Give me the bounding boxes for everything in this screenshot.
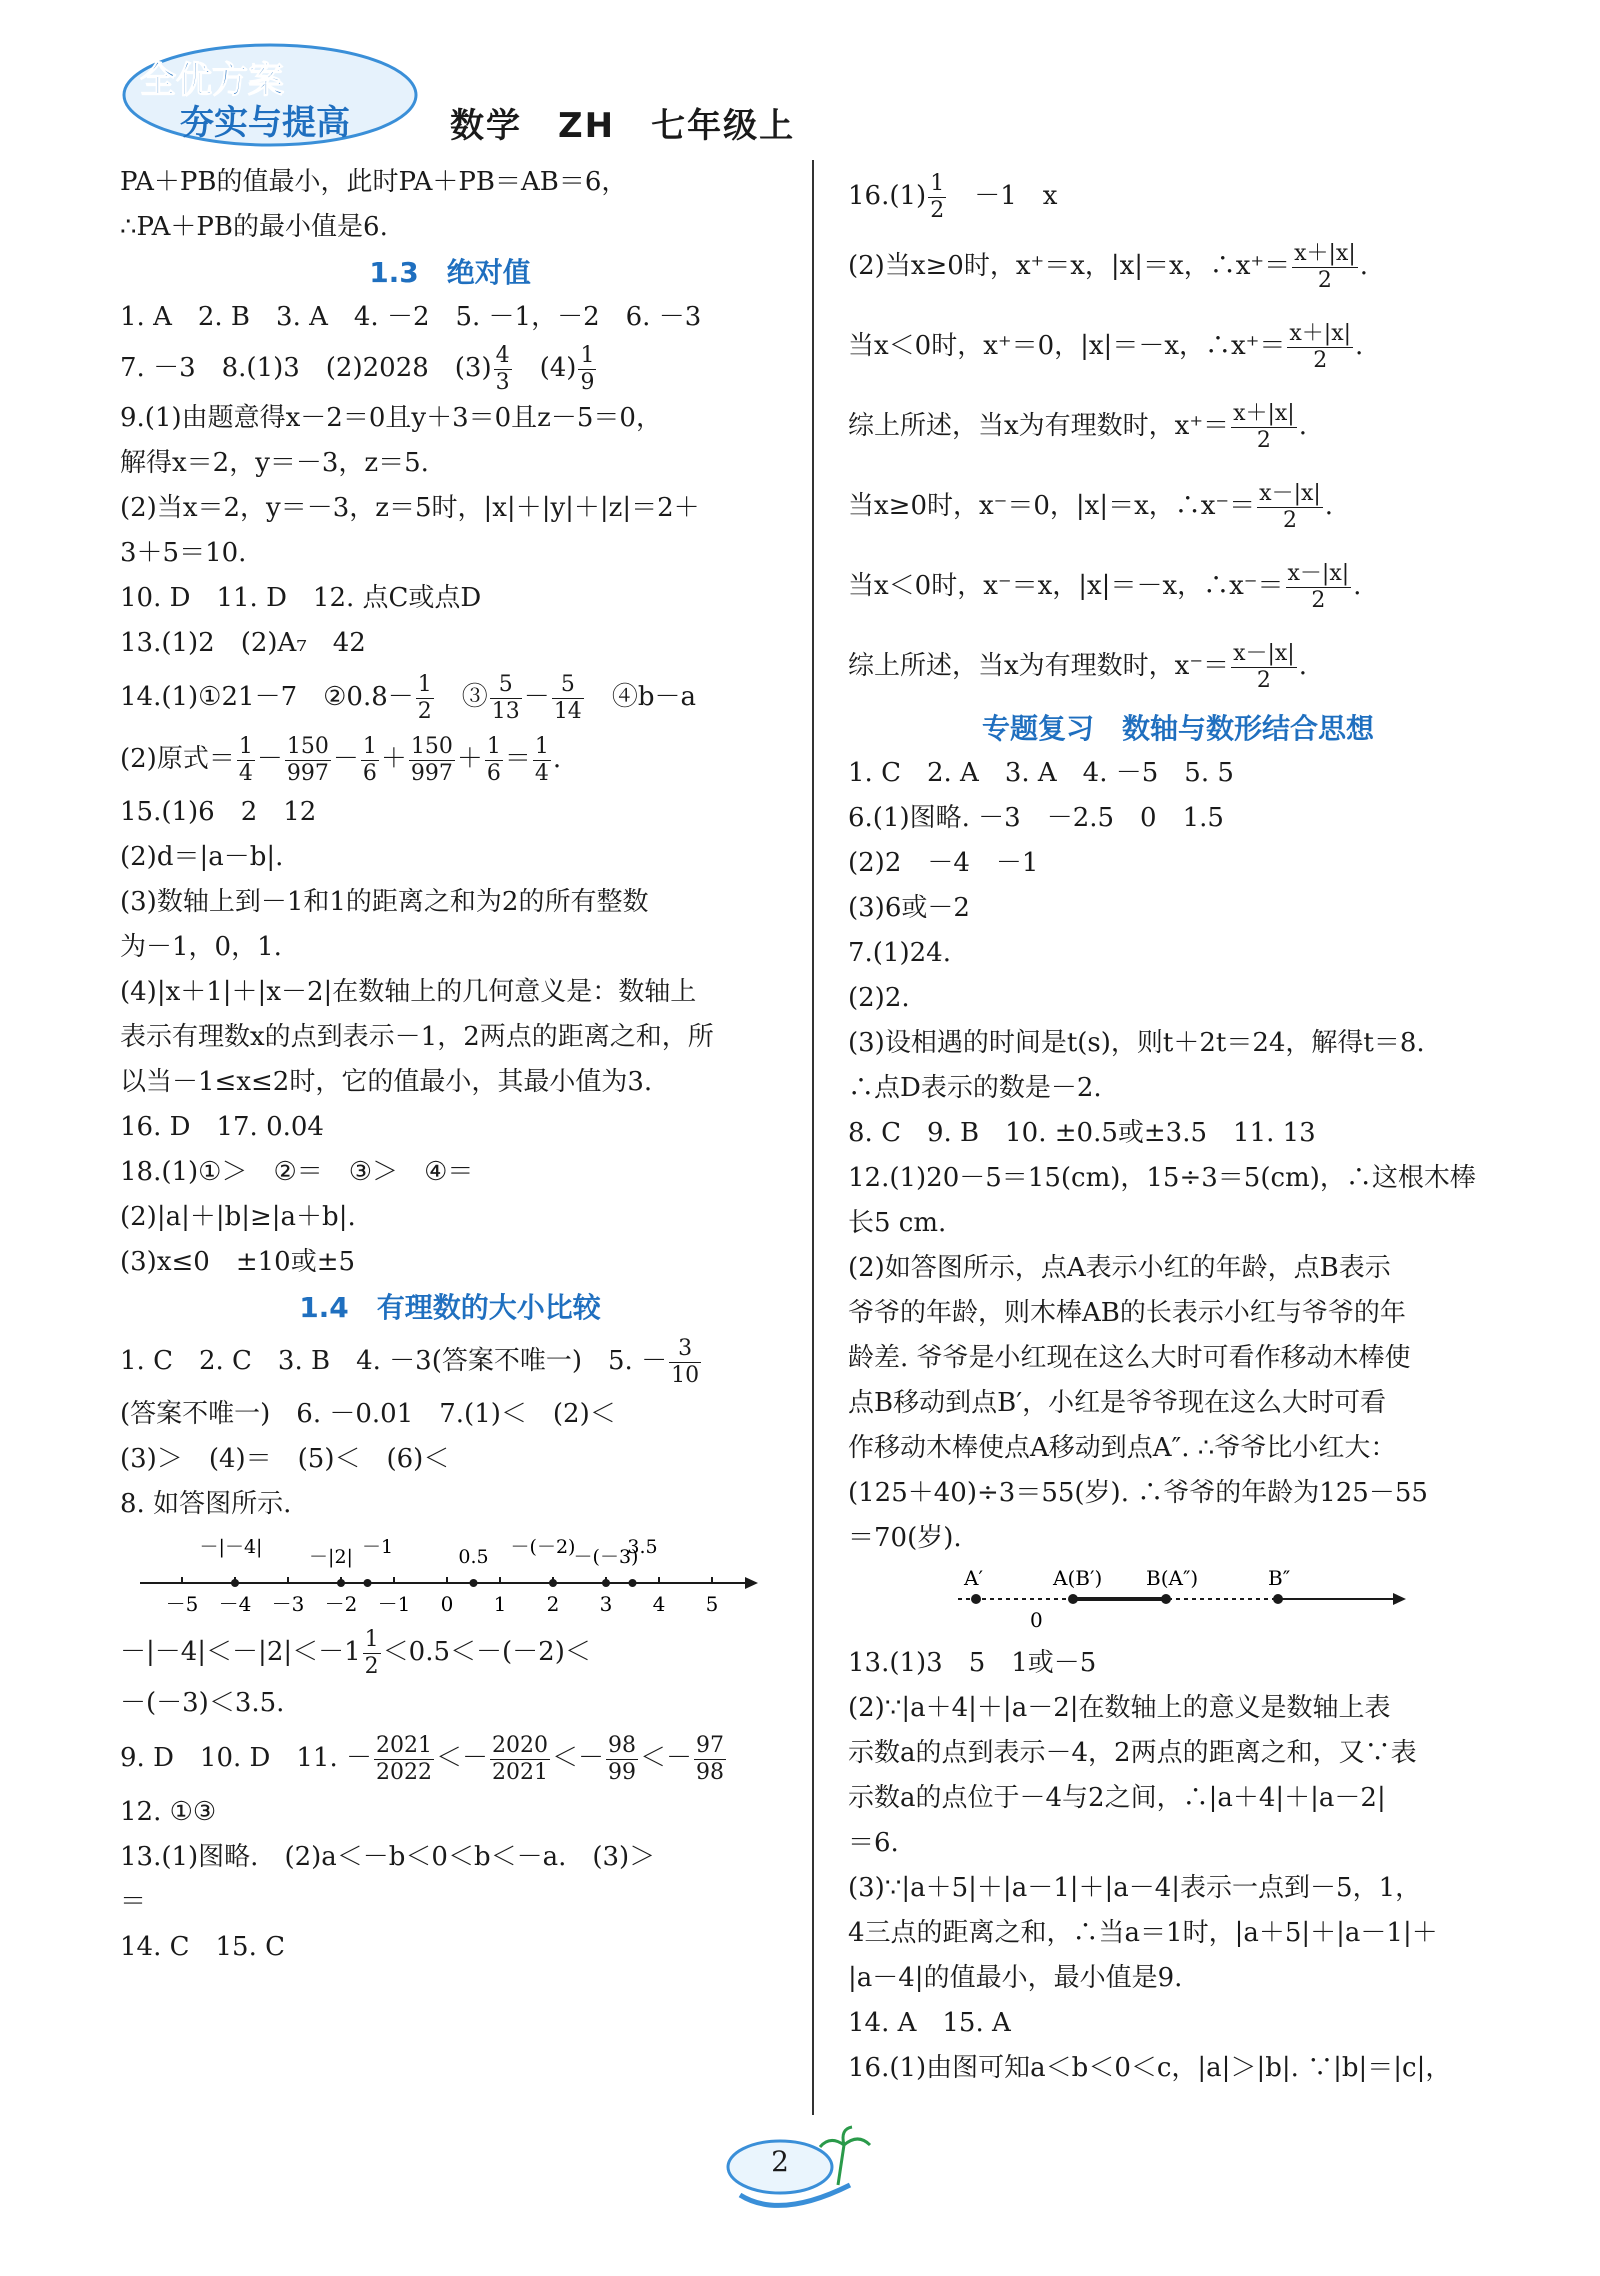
answer-line: 4三点的距离之和，∴当a＝1时，|a＋5|＋|a－1|＋ — [848, 1918, 1438, 1948]
answer-line: 以当－1≤x≤2时，它的值最小，其最小值为3. — [120, 1067, 653, 1097]
fraction — [552, 672, 584, 725]
answer-line: ＝ — [120, 1887, 147, 1917]
denominator: 9 — [580, 369, 595, 395]
answer-line: (2)∵|a＋4|＋|a－2|在数轴上的意义是数轴上表 — [848, 1693, 1391, 1723]
text: 16.(1) — [848, 181, 927, 211]
answer-line: 1. C 2. A 3. A 4. －5 5. 5 — [848, 758, 1234, 788]
answer-line: 当x＜0时，x⁺＝0，|x|＝－x，∴x⁺＝ $\frac{x+|x|}{2}$ . — [848, 320, 1364, 373]
answer-line — [848, 166, 1508, 226]
tick-label: －4 — [218, 1592, 252, 1616]
numerator: 150 — [410, 733, 453, 759]
answer-line — [120, 340, 780, 396]
text: ③ — [435, 682, 488, 712]
numerator: 2020 — [492, 1732, 549, 1758]
fraction — [485, 734, 503, 787]
number-line-point-label: －|2| — [309, 1546, 353, 1568]
label-b-a-double-prime: B(A″) — [1146, 1566, 1199, 1590]
answer-line — [120, 1623, 780, 1681]
text: 综上所述，当x为有理数时，x⁺＝ — [848, 411, 1230, 441]
page-header — [120, 40, 840, 160]
number-line-point-label: 3.5 — [627, 1536, 658, 1558]
text: 综上所述，当x为有理数时，x⁻＝ — [848, 651, 1230, 681]
label-b-double-prime: B″ — [1268, 1566, 1291, 1590]
answer-line: 长5 cm. — [848, 1208, 947, 1238]
answer-line: 8. 如答图所示. — [120, 1489, 292, 1519]
text: 当x≥0时，x⁻＝0，|x|＝x，∴x⁻＝ — [848, 491, 1256, 521]
page-number: 2 — [771, 2145, 789, 2178]
answer-line: 示数a的点位于－4与2之间，∴|a＋4|＋|a－2| — [848, 1783, 1386, 1813]
answer-line: 16. D 17. 0.04 — [120, 1112, 324, 1142]
numerator: 1 — [580, 342, 595, 368]
number-line-point-label: －(－2) — [510, 1536, 576, 1558]
answer-line: ∴点D表示的数是－2. — [848, 1073, 1102, 1103]
right-column — [848, 166, 1508, 2091]
fraction — [578, 343, 596, 396]
number-line-point — [364, 1579, 372, 1587]
numerator: x＋|x| — [1289, 320, 1352, 346]
denominator: 10 — [671, 1362, 700, 1388]
point-b — [1161, 1594, 1171, 1604]
numerator: x－|x| — [1259, 480, 1321, 506]
fraction — [1231, 401, 1297, 454]
answer-line: (125＋40)÷3＝55(岁). ∴爷爷的年龄为125－55 — [848, 1478, 1428, 1508]
numerator: 1 — [534, 733, 549, 759]
label-zero: 0 — [1030, 1608, 1043, 1632]
point-b-double-prime — [1273, 1594, 1283, 1604]
answer-line: (3)x≤0 ±10或±5 — [120, 1247, 356, 1277]
denominator: 2 — [1317, 267, 1332, 293]
fraction — [494, 343, 512, 396]
text: 当x＜0时，x⁻＝x，|x|＝－x，∴x⁻＝ — [848, 571, 1284, 601]
answer-line: 表示有理数x的点到表示－1，2两点的距离之和，所 — [120, 1022, 714, 1052]
text: ④b－a — [585, 682, 696, 712]
tick-label: 3 — [599, 1592, 613, 1616]
tick-label: 4 — [652, 1592, 666, 1616]
answer-line: 作移动木棒使点A移动到点A″. ∴爷爷比小红大： — [848, 1433, 1397, 1463]
answer-line: (3)＞ (4)＝ (5)＜ (6)＜ — [120, 1444, 450, 1474]
denominator: 2 — [1311, 587, 1326, 613]
fraction — [490, 672, 522, 725]
text: 9. D 10. D 11. － — [120, 1743, 372, 1773]
age-number-line-figure — [848, 1561, 1488, 1641]
column-divider — [812, 160, 814, 2115]
page-number-badge — [720, 2125, 880, 2225]
text: (2)当x≥0时，x⁺＝x，|x|＝x，∴x⁺＝ — [848, 251, 1291, 281]
answer-line: 8. C 9. B 10. ±0.5或±3.5 11. 13 — [848, 1118, 1316, 1148]
section-heading-review: 专题复习 数轴与数形结合思想 — [981, 712, 1374, 745]
answer-line — [120, 666, 780, 728]
text: － — [332, 744, 359, 774]
denominator: 4 — [238, 760, 253, 786]
answer-line: 13.(1)2 (2)A₇ 42 — [120, 628, 366, 658]
answer-line: (2)2 －4 －1 — [848, 848, 1039, 878]
answer-line: 当x＜0时，x⁻＝x，|x|＝－x，∴x⁻＝ $\frac{x-|x|}{2}$ . — [848, 560, 1362, 613]
tick-label: －1 — [377, 1592, 411, 1616]
number-line-point — [629, 1579, 637, 1587]
numerator: 98 — [608, 1732, 637, 1758]
fraction — [1231, 641, 1297, 694]
tick-label: －2 — [324, 1592, 358, 1616]
numerator: x＋|x| — [1294, 240, 1356, 266]
label-a-b-prime: A(B′) — [1053, 1566, 1103, 1590]
answer-line: (3)设相遇的时间是t(s)，则t＋2t＝24，解得t＝8. — [848, 1028, 1425, 1058]
number-line-point — [549, 1579, 557, 1587]
fraction — [694, 1733, 726, 1786]
answer-line: 3＋5＝10. — [120, 538, 247, 568]
number-line-point-label: 0.5 — [458, 1546, 489, 1568]
answer-line: (4)|x＋1|＋|x－2|在数轴上的几何意义是：数轴上 — [120, 977, 697, 1007]
text: ＋ — [380, 744, 407, 774]
denominator: 4 — [534, 760, 549, 786]
text: ＜－ — [552, 1743, 605, 1773]
answer-line: 15.(1)6 2 12 — [120, 797, 317, 827]
numerator: 1 — [362, 733, 377, 759]
denominator: 2 — [1313, 347, 1328, 373]
logo-line1: 全优方案 — [140, 60, 285, 101]
answer-line: 解得x＝2，y＝－3，z＝5. — [120, 448, 429, 478]
answer-line: 13.(1)图略. (2)a＜－b＜0＜b＜－a. (3)＞ — [120, 1842, 656, 1872]
fraction — [285, 734, 331, 787]
numerator: 1 — [930, 170, 945, 196]
brand-logo — [120, 40, 420, 150]
text: 14.(1)①21－7 ②0.8－ — [120, 682, 414, 712]
subject-title: 数学 ZH 七年级上 — [450, 106, 796, 146]
fraction — [363, 1627, 381, 1680]
answer-line: 9.(1)由题意得x－2＝0且y＋3＝0且z－5＝0， — [120, 403, 662, 433]
text: － — [256, 744, 283, 774]
fraction — [533, 734, 551, 787]
logo-line2: 夯实与提高 — [180, 103, 350, 143]
fraction — [409, 734, 455, 787]
text: ＜0.5＜－(－2)＜ — [382, 1637, 591, 1667]
denominator: 98 — [696, 1759, 725, 1785]
denominator: 3 — [495, 369, 510, 395]
denominator: 13 — [491, 698, 520, 724]
numerator: 1 — [417, 671, 432, 697]
denominator: 997 — [410, 760, 453, 786]
fraction — [669, 1336, 701, 1389]
text: ＋ — [456, 744, 483, 774]
answer-line — [120, 1726, 780, 1790]
answer-line: (答案不唯一) 6. －0.01 7.(1)＜ (2)＜ — [120, 1399, 616, 1429]
left-column — [120, 160, 780, 1970]
answer-line: 点B移动到点B′，小红是爷爷现在这么大时可看 — [848, 1388, 1387, 1418]
numerator: 5 — [490, 672, 522, 699]
tick-label: －3 — [271, 1592, 305, 1616]
numerator: 2021 — [376, 1732, 432, 1758]
fraction — [1286, 561, 1352, 614]
numerator: 4 — [495, 342, 510, 368]
answer-line: 7.(1)24. — [848, 938, 951, 968]
answer-line: 为－1，0，1. — [120, 932, 282, 962]
fraction — [374, 1733, 434, 1786]
denominator: 14 — [553, 698, 582, 724]
tick-label: 5 — [705, 1592, 719, 1616]
point-a — [1068, 1594, 1078, 1604]
fraction — [928, 171, 946, 224]
tick-label: 0 — [440, 1592, 454, 1616]
answer-line: ＝70(岁). — [848, 1523, 962, 1553]
fraction — [237, 734, 255, 787]
denominator: 2 — [930, 197, 945, 223]
answer-line: 示数a的点到表示－4，2两点的距离之和，又∵表 — [848, 1738, 1417, 1768]
tick-label: －5 — [165, 1592, 199, 1616]
answer-line: 18.(1)①＞ ②＝ ③＞ ④＝ — [120, 1157, 474, 1187]
answer-line: 14. C 15. C — [120, 1932, 286, 1962]
numerator: 1 — [364, 1626, 379, 1652]
answer-line: 12.(1)20－5＝15(cm)，15÷3＝5(cm)，∴这根木棒 — [848, 1163, 1476, 1193]
text: 当x＜0时，x⁺＝0，|x|＝－x，∴x⁺＝ — [848, 331, 1286, 361]
point-a-prime — [971, 1594, 981, 1604]
text: 1. C 2. C 3. B 4. －3(答案不唯一) 5. － — [120, 1346, 668, 1376]
answer-line: －(－3)＜3.5. — [120, 1688, 285, 1718]
denominator: 997 — [286, 760, 329, 786]
number-line-figure — [120, 1527, 760, 1623]
fraction — [1292, 241, 1358, 294]
text: ＝ — [504, 744, 531, 774]
answer-line — [120, 1330, 780, 1392]
text: ＜－ — [640, 1743, 693, 1773]
text-line: ∴PA＋PB的最小值是6. — [120, 212, 388, 242]
number-line-point-label: －|－4| — [199, 1536, 263, 1558]
answer-line: 16.(1)由图可知a＜b＜0＜c，|a|＞|b|. ∵|b|＝|c|， — [848, 2053, 1452, 2083]
tick-label: 2 — [546, 1592, 560, 1616]
answer-line: 10. D 11. D 12. 点C或点D — [120, 583, 482, 613]
number-line-point — [470, 1579, 478, 1587]
number-line-point — [231, 1579, 239, 1587]
denominator: 2 — [364, 1653, 379, 1679]
answer-line: 13.(1)3 5 1或－5 — [848, 1648, 1097, 1678]
text: －|－4|＜－|2|＜－1 — [120, 1637, 361, 1667]
denominator: 99 — [608, 1759, 637, 1785]
numerator: 3 — [669, 1336, 701, 1363]
numerator: 97 — [696, 1732, 725, 1758]
answer-line: (2)如答图所示，点A表示小红的年龄，点B表示 — [848, 1253, 1391, 1283]
numerator: 5 — [552, 672, 584, 699]
numerator: 1 — [238, 733, 253, 759]
label-a-prime: A′ — [964, 1566, 983, 1590]
text-line: PA＋PB的值最小，此时PA＋PB＝AB＝6， — [120, 167, 628, 197]
number-line-point-label: －(－3) — [573, 1546, 639, 1568]
denominator: 6 — [486, 760, 501, 786]
answer-line: ＝6. — [848, 1828, 899, 1858]
text: (4) — [513, 353, 577, 383]
fraction — [490, 1733, 550, 1786]
answer-line: 龄差. 爷爷是小红现在这么大时可看作移动木棒使 — [848, 1343, 1411, 1373]
text: － — [523, 682, 550, 712]
section-heading-1-4: 1.4 有理数的大小比较 — [299, 1291, 601, 1324]
text: －1 x — [948, 181, 1058, 211]
number-line-point-label: －1 — [361, 1536, 394, 1558]
numerator: 150 — [286, 733, 329, 759]
text: (2)原式＝ — [120, 744, 235, 774]
text: . — [552, 744, 562, 774]
text: 7. －3 8.(1)3 (2)2028 (3) — [120, 353, 492, 383]
answer-line — [120, 728, 780, 790]
section-heading-1-3: 1.3 绝对值 — [369, 256, 531, 289]
answer-line: 1. A 2. B 3. A 4. －2 5. －1，－2 6. －3 — [120, 302, 702, 332]
answer-line: 6.(1)图略. －3 －2.5 0 1.5 — [848, 803, 1224, 833]
denominator: 2022 — [376, 1759, 432, 1785]
denominator: 2 — [1282, 507, 1297, 533]
answer-line: 爷爷的年龄，则木棒AB的长表示小红与爷爷的年 — [848, 1298, 1406, 1328]
fraction — [1287, 321, 1353, 374]
denominator: 2 — [417, 698, 432, 724]
fraction — [606, 1733, 638, 1786]
tick-label: 1 — [493, 1592, 507, 1616]
fraction — [416, 672, 434, 725]
denominator: 6 — [362, 760, 377, 786]
answer-line: (2)d＝|a－b|. — [120, 842, 284, 872]
answer-line: 综上所述，当x为有理数时，x⁺＝ $\frac{x+|x|}{2}$ . — [848, 400, 1307, 453]
denominator: 2 — [1256, 427, 1271, 453]
numerator: 1 — [486, 733, 501, 759]
answer-line: 14. A 15. A — [848, 2008, 1011, 2038]
answer-line: (3)∵|a＋5|＋|a－1|＋|a－4|表示一点到－5，1， — [848, 1873, 1422, 1903]
answer-line: (2)|a|＋|b|≥|a＋b|. — [120, 1202, 356, 1232]
answer-line: 12. ①③ — [120, 1797, 217, 1827]
answer-line: (2)2. — [848, 983, 910, 1013]
answer-line: (2)当x＝2，y＝－3，z＝5时，|x|＋|y|＋|z|＝2＋ — [120, 493, 700, 523]
number-line-point — [602, 1579, 610, 1587]
answer-line: (3)数轴上到－1和1的距离之和为2的所有整数 — [120, 887, 649, 917]
answer-line: 综上所述，当x为有理数时，x⁻＝ $\frac{x-|x|}{2}$ . — [848, 640, 1307, 693]
fraction — [1257, 481, 1323, 534]
fraction — [361, 734, 379, 787]
text: ＜－ — [436, 1743, 489, 1773]
answer-line: |a－4|的值最小，最小值是9. — [848, 1963, 1183, 1993]
numerator: x－|x| — [1287, 560, 1350, 586]
answer-line: (2)当x≥0时，x⁺＝x，|x|＝x，∴x⁺＝ $\frac{x+|x|}{2}$ . — [848, 240, 1369, 293]
numerator: x－|x| — [1233, 640, 1295, 666]
number-line-point — [337, 1579, 345, 1587]
answer-line: 当x≥0时，x⁻＝0，|x|＝x，∴x⁻＝ $\frac{x-|x|}{2}$ . — [848, 480, 1334, 533]
answer-line: (3)6或－2 — [848, 893, 970, 923]
denominator: 2021 — [492, 1759, 549, 1785]
denominator: 2 — [1256, 667, 1271, 693]
numerator: x＋|x| — [1233, 400, 1295, 426]
